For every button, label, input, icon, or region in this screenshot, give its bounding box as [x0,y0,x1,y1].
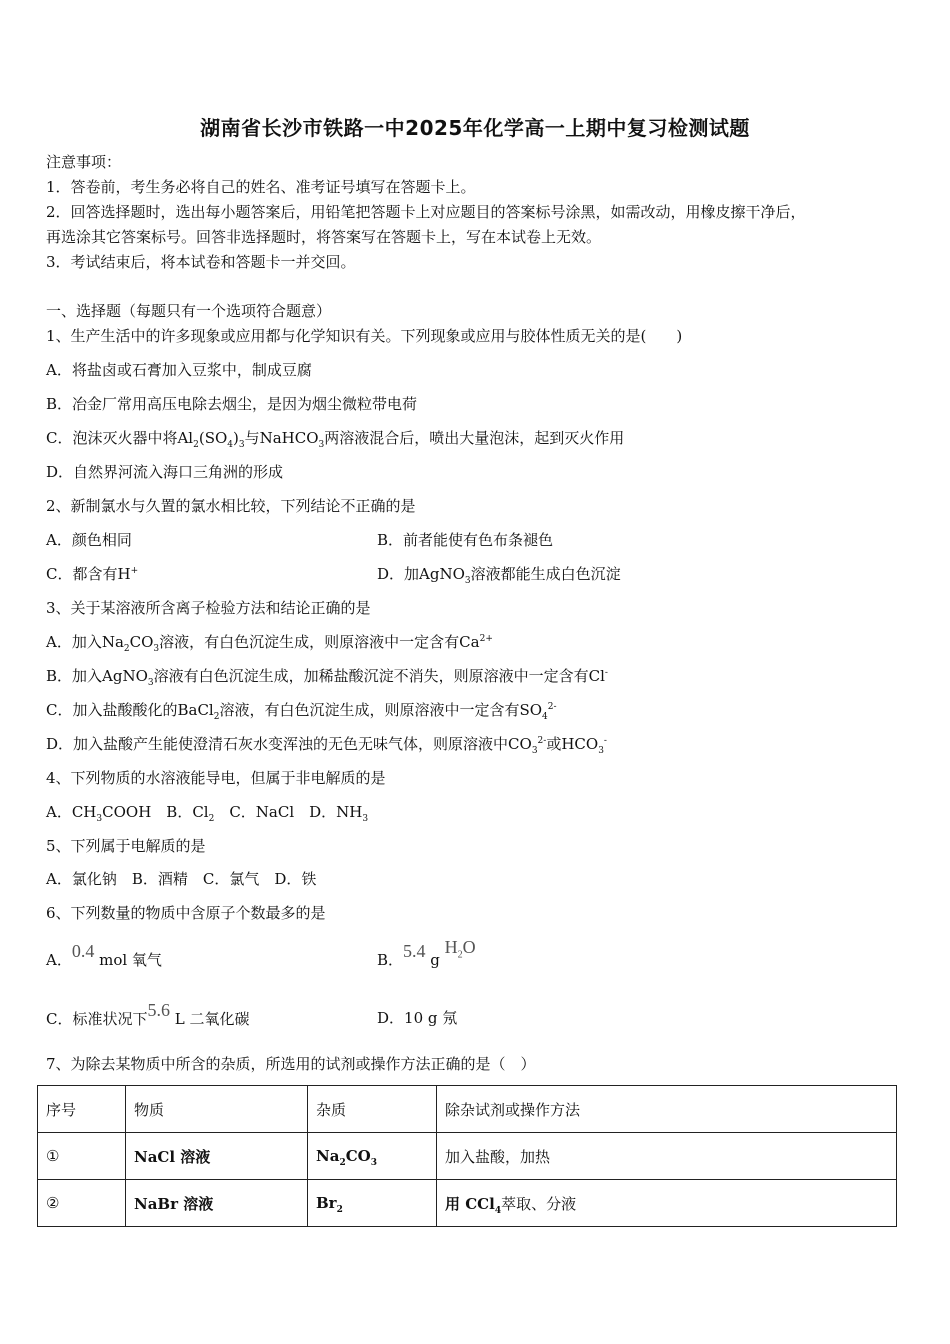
q6-stem: 6、下列数量的物质中含原子个数最多的是 [46,904,326,922]
table-row [38,1180,897,1227]
formula-image: 0.4 [71,941,95,961]
q5-options: A．氯化钠 B．酒精 C．氯气 D．铁 [46,870,317,888]
table-cell: NaBr 溶液 [126,1180,308,1227]
q6-option-c: C．标准状况下5.6 L 二氧化碳 [46,1000,250,1028]
notice-item-3: 3．考试结束后，将本试卷和答题卡一并交回。 [46,253,356,271]
formula-image: 5.6 [147,1000,170,1020]
table-cell: ② [38,1180,126,1227]
table-header-cell: 除杂试剂或操作方法 [437,1086,897,1133]
q4-stem: 4、下列物质的水溶液能导电，但属于非电解质的是 [46,769,386,787]
q1-option-b: B．冶金厂常用高压电除去烟尘，是因为烟尘微粒带电荷 [46,395,418,413]
q2-stem: 2、新制氯水与久置的氯水相比较，下列结论不正确的是 [46,497,416,515]
q5-stem: 5、下列属于电解质的是 [46,837,206,855]
q2-option-d: D．加AgNO$_3$溶液都能生成白色沉淀 [377,565,621,586]
formula-image: $H_2O$ [444,937,476,961]
q3-option-a: A．加入$Na_2CO_3$溶液，有白色沉淀生成，则原溶液中一定含有$Ca^{2+}$ [46,633,493,654]
notice-item-1: 1．答卷前，考生务必将自己的姓名、准考证号填写在答题卡上。 [46,178,476,196]
table-header-row [38,1086,897,1133]
notice-heading: 注意事项： [46,153,122,171]
q1-option-c: C．泡沫灭火器中将$Al_2(SO_4)_3$与NaHCO$_3$两溶液混合后，喷出大量泡沫，起到灭火作用 [46,429,625,450]
table-cell: NaCl 溶液 [126,1133,308,1180]
q6-option-b: B．5.4 g $H_2O$ [377,937,476,969]
q4-options: A．$CH_3COOH$ B．$Cl_2$ C．NaCl D．$NH_3$ [46,803,369,824]
table-cell: $Na_2CO_3$ [308,1133,437,1180]
table-header-cell: 杂质 [308,1086,437,1133]
table-header-cell: 物质 [126,1086,308,1133]
notice-item-2b: 再选涂其它答案标号。回答非选择题时，将答案写在答题卡上，写在本试卷上无效。 [46,228,602,246]
table-cell: 用 CCl$_4$萃取、分液 [437,1180,897,1227]
q3-option-b: B．加入AgNO$_3$溶液有白色沉淀生成，加稀盐酸沉淀不消失，则原溶液中一定含有Cl- [46,667,608,688]
q3-stem: 3、关于某溶液所含离子检验方法和结论正确的是 [46,599,371,617]
section-heading: 一、选择题（每题只有一个选项符合题意） [46,302,332,320]
q2-option-c: C．都含有H+ [46,565,139,583]
q7-stem: 7、为除去某物质中所含的杂质，所选用的试剂或操作方法正确的是（ ） [46,1055,536,1073]
page-title: 湖南省长沙市铁路一中2025年化学高一上期中复习检测试题 [200,116,750,140]
q6-option-d: D．10 g 氖 [377,1009,458,1027]
q3-option-c: C．加入盐酸酸化的BaCl$_2$溶液，有白色沉淀生成，则原溶液中一定含有$SO_4^{2-}$ [46,701,557,722]
table-cell: 加入盐酸，加热 [437,1133,897,1180]
q1-option-a: A．将盐卤或石膏加入豆浆中，制成豆腐 [46,361,312,379]
table-header-cell: 序号 [38,1086,126,1133]
q1-stem: 1、生产生活中的许多现象或应用都与化学知识有关。下列现象或应用与胶体性质无关的是( ) [46,327,683,345]
impurity-table [37,1085,897,1227]
q3-option-d: D．加入盐酸产生能使澄清石灰水变浑浊的无色无味气体，则原溶液中$CO_3^{2-}$或$HCO_3^-$ [46,735,607,756]
table-cell: ① [38,1133,126,1180]
table-cell: $Br_2$ [308,1180,437,1227]
table-row [38,1133,897,1180]
formula-image: 5.4 [403,941,426,961]
q2-option-a: A．颜色相同 [46,531,132,549]
q1-option-d: D．自然界河流入海口三角洲的形成 [46,463,284,481]
notice-item-2a: 2．回答选择题时，选出每小题答案后，用铅笔把答题卡上对应题目的答案标号涂黑，如需改动，用橡皮擦干净后， [46,203,806,221]
q6-option-a: A．0.4 mol 氧气 [46,941,162,969]
q2-option-b: B．前者能使有色布条褪色 [377,531,554,549]
